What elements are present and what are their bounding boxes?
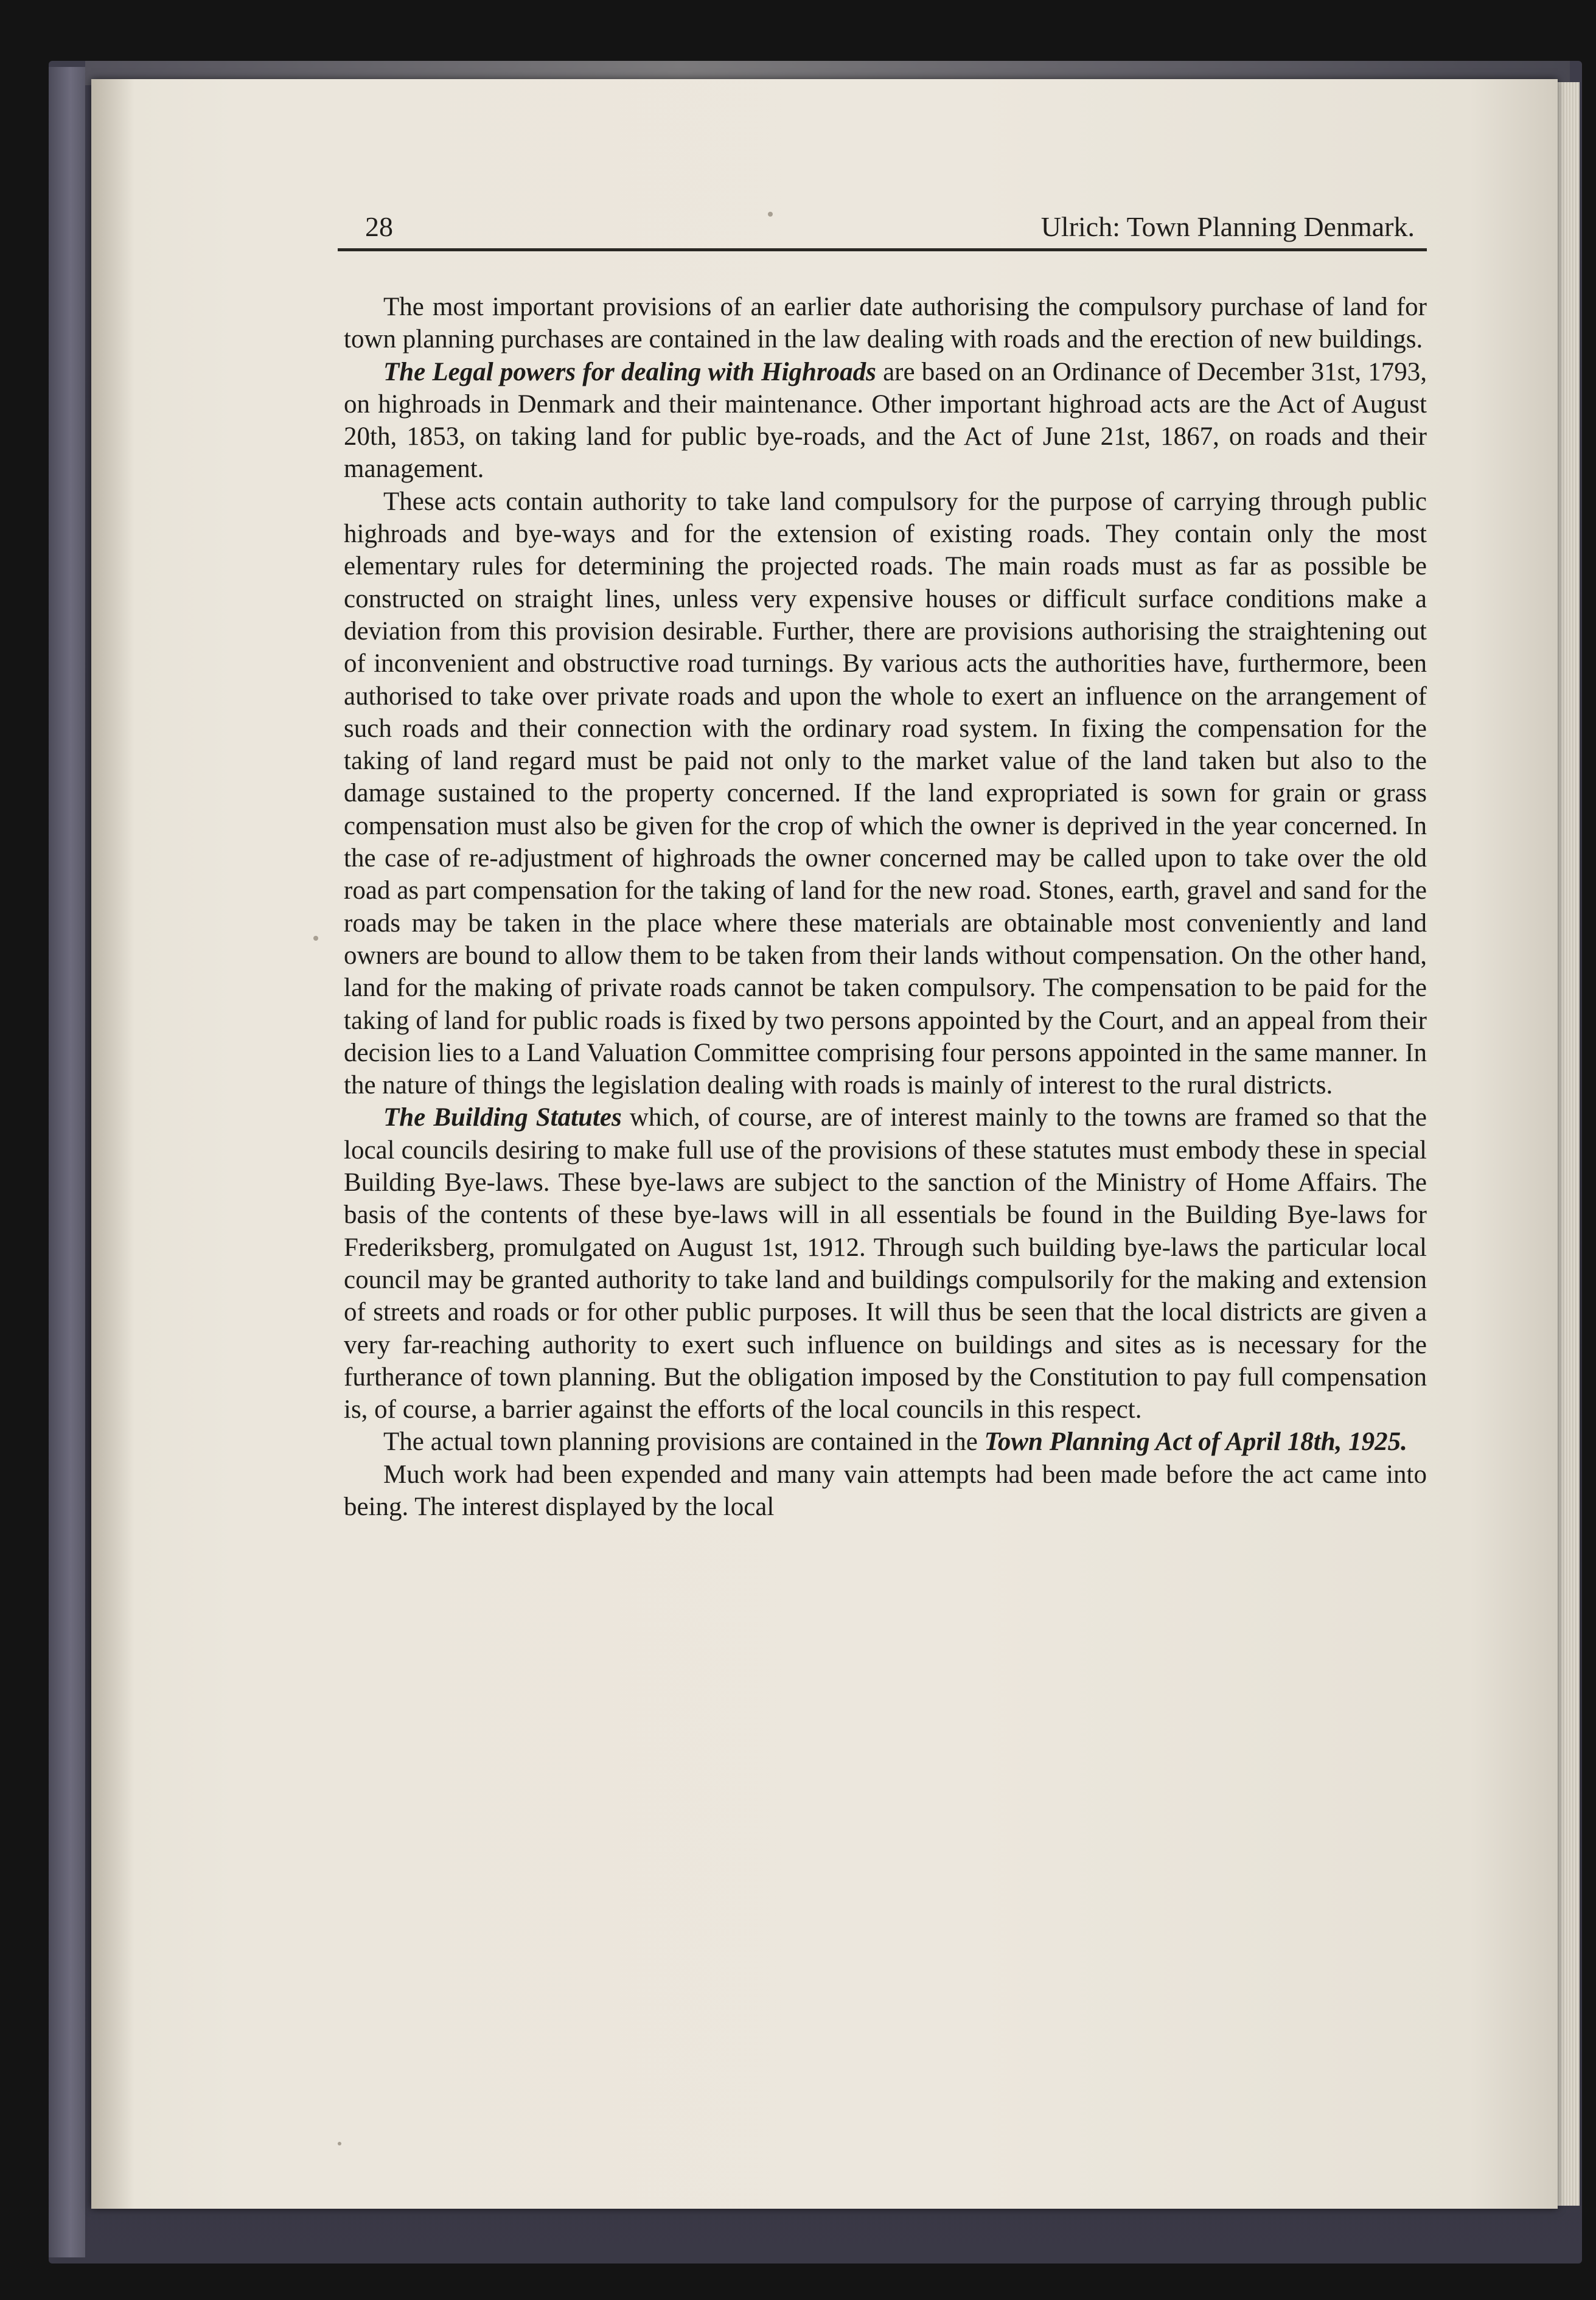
cover-edge-left [49, 67, 85, 2257]
paragraph-4-heading: The Building Statutes [383, 1103, 622, 1132]
paragraph-5 [344, 1426, 1427, 1458]
paragraph-2-text: are based on an Ordinance of December 31st, 1793, on highroads in Denmark and their maintenance. Other important highroad acts are the Act of August 20th, 1853, on taking land for public bye-roads, and the Act of June 21st, 1867, on roads and their management. [344, 357, 1427, 484]
paragraph-1: The most important provisions of an earlier date authorising the compulsory purchase of land for town planning purchases are contained in the law dealing with roads and the erection of new buildings. [344, 293, 1427, 354]
running-title: Ulrich: Town Planning Denmark. [1040, 211, 1415, 242]
page-speck [313, 936, 318, 941]
paragraph-6: Much work had been expended and many vain attempts had been made before the act came into being. The interest displayed by the local [344, 1460, 1427, 1521]
page-speck [768, 212, 773, 217]
page-stack-edge [1558, 82, 1580, 2206]
paragraph-5-heading: Town Planning Act of April 18th, 1925. [984, 1427, 1407, 1457]
running-head [338, 206, 1427, 251]
paragraph-2-heading: The Legal powers for dealing with Highroads [383, 357, 876, 386]
gutter-shadow [91, 79, 134, 2209]
body-text [344, 291, 1427, 1523]
page-number: 28 [365, 211, 393, 242]
paragraph-2 [344, 356, 1427, 486]
paragraph-3: These acts contain authority to take land compulsory for the purpose of carrying through public highroads and bye-ways and for the extension of existing roads. They contain only the most elementary rules for determining the projected roads. The main roads must as far as possible be constructed on straight lines, unless very expensive houses or difficult surface conditions make a deviation from this provision desirable. Further, there are provisions authorising the straightening out of inconvenient and obstructive road turnings. By various acts the authorities have, furthermore, been authorised to take over private roads and upon the whole to exert an influence on the arrangement of such roads and their connection with the ordinary road system. In fixing the compensation for the taking of land regard must be paid not only to the market value of the land taken but also to the damage sustained to the property concerned. If the land expropriated is sown for grain or grass compensation must also be given for the crop of which the owner is deprived in the year concerned. In the case of re-adjustment of highroads the owner concerned may be called upon to take over the old road as part compensation for the taking of land for the new road. Stones, earth, gravel and sand for the roads may be taken in the place where these materials are obtainable most conveniently and land owners are bound to allow them to be taken from their lands without compensation. On the other hand, land for the making of private roads cannot be taken compulsory. The compensation to be paid for the taking of land for public roads is fixed by two persons appointed by the Court, and an appeal from their decision lies to a Land Valuation Committee comprising four persons appointed in the same manner. In the nature of things the legislation dealing with roads is mainly of interest to the rural districts. [344, 487, 1427, 1100]
page-speck [338, 2142, 341, 2145]
paragraph-4 [344, 1101, 1427, 1426]
paragraph-4-text: which, of course, are of interest mainly to the towns are framed so that the local councils desiring to make full use of the provisions of these statutes must embody these in special Building Bye-laws. These bye-laws are subject to the sanction of the Ministry of Home Affairs. The basis of the contents of these bye-laws will in all essentials be found in the Building Bye-laws for Frederiksberg, promulgated on August 1st, 1912. Through such building bye-laws the particular local council may be granted authority to take land and buildings compulsorily for the making and extension of streets and roads or for other public purposes. It will thus be seen that the local districts are given a very far-reaching authority to exert such influence on buildings and sites as is necessary for the furtherance of town planning. But the obligation imposed by the Constitution to pay full compensation is, of course, a barrier against the efforts of the local councils in this respect. [344, 1103, 1427, 1424]
paragraph-5-text: The actual town planning provisions are contained in the [383, 1427, 984, 1457]
